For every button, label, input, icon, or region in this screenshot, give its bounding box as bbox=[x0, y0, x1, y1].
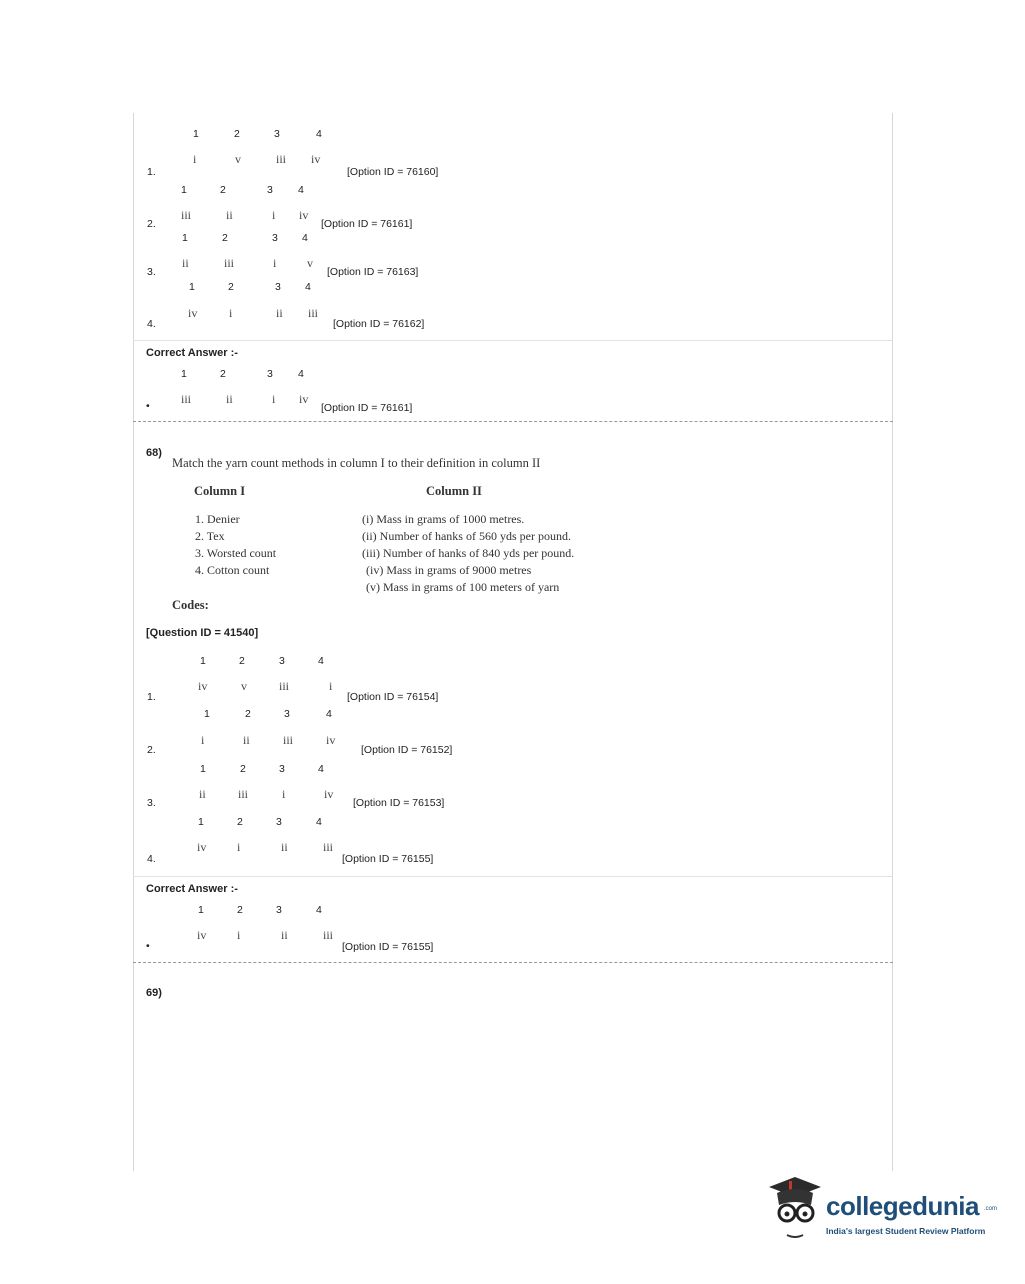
code-cell: v bbox=[241, 679, 247, 693]
option-id: [Option ID = 76152] bbox=[361, 744, 453, 756]
code-cell: iv bbox=[299, 392, 309, 406]
header-num: 1 bbox=[204, 708, 210, 720]
code-cell: iii bbox=[224, 256, 235, 270]
code-cell: iii bbox=[283, 733, 294, 747]
header-num: 2 bbox=[222, 232, 228, 244]
code-cell: iii bbox=[276, 152, 287, 166]
code-cell: iv bbox=[324, 787, 334, 801]
code-cell: ii bbox=[226, 392, 233, 406]
logo-tagline: India's largest Student Review Platform bbox=[826, 1226, 986, 1236]
correct-answer-label: Correct Answer :- bbox=[146, 883, 238, 895]
code-cell: v bbox=[307, 256, 313, 270]
code-cell: iii bbox=[323, 928, 334, 942]
column-2-item: (v) Mass in grams of 100 meters of yarn bbox=[366, 580, 560, 594]
column-1-item: 3. Worsted count bbox=[195, 546, 277, 560]
question-text: Match the yarn count methods in column I to their definition in column II bbox=[172, 456, 541, 470]
option-id: [Option ID = 76161] bbox=[321, 402, 413, 414]
header-num: 2 bbox=[245, 708, 251, 720]
code-cell: i bbox=[282, 787, 286, 801]
header-num: 2 bbox=[237, 904, 243, 916]
code-cell: ii bbox=[276, 306, 283, 320]
header-num: 2 bbox=[239, 655, 245, 667]
column-2-item: (i) Mass in grams of 1000 metres. bbox=[362, 512, 525, 526]
header-num: 3 bbox=[274, 128, 280, 140]
header-num: 1 bbox=[198, 904, 204, 916]
header-num: 2 bbox=[228, 281, 234, 293]
option-id: [Option ID = 76162] bbox=[333, 318, 425, 330]
code-cell: iv bbox=[197, 928, 207, 942]
question-separator bbox=[133, 962, 893, 963]
header-num: 1 bbox=[200, 655, 206, 667]
logo-wordmark: collegedunia bbox=[826, 1191, 979, 1221]
code-cell: i bbox=[329, 679, 333, 693]
column-2-item: (ii) Number of hanks of 560 yds per pound. bbox=[362, 529, 571, 543]
answer-bullet: • bbox=[146, 400, 150, 412]
mascot-icon bbox=[765, 1175, 825, 1247]
code-cell: ii bbox=[226, 208, 233, 222]
code-cell: i bbox=[237, 928, 241, 942]
header-num: 1 bbox=[181, 184, 187, 196]
codes-label: Codes: bbox=[172, 598, 209, 612]
code-cell: iv bbox=[299, 208, 309, 222]
option-id: [Option ID = 76155] bbox=[342, 941, 434, 953]
column-1-header: Column I bbox=[194, 484, 246, 498]
code-cell: i bbox=[237, 840, 241, 854]
header-num: 4 bbox=[302, 232, 308, 244]
option-id: [Option ID = 76163] bbox=[327, 266, 419, 278]
question-number: 68) bbox=[146, 447, 162, 459]
option-number: 3. bbox=[147, 266, 156, 278]
header-num: 4 bbox=[316, 904, 322, 916]
header-num: 4 bbox=[298, 368, 304, 380]
divider bbox=[133, 340, 893, 341]
header-num: 1 bbox=[200, 763, 206, 775]
header-num: 4 bbox=[305, 281, 311, 293]
divider bbox=[133, 876, 893, 877]
code-cell: i bbox=[201, 733, 205, 747]
code-cell: iii bbox=[308, 306, 319, 320]
column-1-item: 2. Tex bbox=[195, 529, 225, 543]
header-num: 3 bbox=[275, 281, 281, 293]
question-id: [Question ID = 41540] bbox=[146, 627, 259, 639]
code-cell: ii bbox=[182, 256, 189, 270]
column-2-item: (iii) Number of hanks of 840 yds per pound. bbox=[362, 546, 575, 560]
header-num: 1 bbox=[189, 281, 195, 293]
correct-answer-label: Correct Answer :- bbox=[146, 347, 238, 359]
collegedunia-logo bbox=[765, 1175, 998, 1250]
column-2-list bbox=[362, 511, 574, 596]
logo-domain: .com bbox=[984, 1206, 998, 1212]
option-number: 3. bbox=[147, 797, 156, 809]
column-2-header: Column II bbox=[426, 484, 482, 498]
header-num: 3 bbox=[272, 232, 278, 244]
header-num: 2 bbox=[220, 368, 226, 380]
question-number: 69) bbox=[146, 987, 162, 999]
option-number: 1. bbox=[147, 166, 156, 178]
option-number: 2. bbox=[147, 744, 156, 756]
header-num: 3 bbox=[284, 708, 290, 720]
header-num: 3 bbox=[279, 763, 285, 775]
code-cell: i bbox=[272, 392, 276, 406]
option-number: 1. bbox=[147, 691, 156, 703]
code-cell: iv bbox=[311, 152, 321, 166]
header-num: 1 bbox=[198, 816, 204, 828]
option-id: [Option ID = 76154] bbox=[347, 691, 439, 703]
header-num: 2 bbox=[237, 816, 243, 828]
code-cell: ii bbox=[243, 733, 250, 747]
code-cell: i bbox=[272, 208, 276, 222]
code-cell: iv bbox=[326, 733, 336, 747]
header-num: 4 bbox=[318, 655, 324, 667]
option-number: 4. bbox=[147, 853, 156, 865]
code-cell: iv bbox=[188, 306, 198, 320]
code-cell: iv bbox=[197, 840, 207, 854]
code-cell: i bbox=[273, 256, 277, 270]
column-1-list bbox=[195, 511, 276, 579]
answer-bullet: • bbox=[146, 940, 150, 952]
header-num: 1 bbox=[182, 232, 188, 244]
header-num: 2 bbox=[220, 184, 226, 196]
code-cell: i bbox=[193, 152, 197, 166]
header-num: 4 bbox=[316, 816, 322, 828]
option-number: 4. bbox=[147, 318, 156, 330]
header-num: 3 bbox=[276, 816, 282, 828]
option-number: 2. bbox=[147, 218, 156, 230]
left-margin-line bbox=[133, 113, 134, 1171]
code-cell: iii bbox=[323, 840, 334, 854]
header-num: 3 bbox=[276, 904, 282, 916]
option-id: [Option ID = 76155] bbox=[342, 853, 434, 865]
column-1-item: 1. Denier bbox=[195, 512, 240, 526]
code-cell: iv bbox=[198, 679, 208, 693]
code-cell: i bbox=[229, 306, 233, 320]
option-id: [Option ID = 76153] bbox=[353, 797, 445, 809]
option-id: [Option ID = 76161] bbox=[321, 218, 413, 230]
code-cell: ii bbox=[281, 928, 288, 942]
header-num: 4 bbox=[298, 184, 304, 196]
column-2-item: (iv) Mass in grams of 9000 metres bbox=[366, 563, 532, 577]
code-cell: v bbox=[235, 152, 241, 166]
question-separator bbox=[133, 421, 893, 422]
code-cell: iii bbox=[238, 787, 249, 801]
header-num: 4 bbox=[316, 128, 322, 140]
column-1-item: 4. Cotton count bbox=[195, 563, 270, 577]
header-num: 4 bbox=[326, 708, 332, 720]
header-num: 3 bbox=[279, 655, 285, 667]
header-num: 1 bbox=[181, 368, 187, 380]
code-cell: ii bbox=[281, 840, 288, 854]
header-num: 1 bbox=[193, 128, 199, 140]
header-num: 4 bbox=[318, 763, 324, 775]
header-num: 3 bbox=[267, 368, 273, 380]
code-cell: ii bbox=[199, 787, 206, 801]
header-num: 3 bbox=[267, 184, 273, 196]
option-id: [Option ID = 76160] bbox=[347, 166, 439, 178]
header-num: 2 bbox=[240, 763, 246, 775]
code-cell: iii bbox=[279, 679, 290, 693]
header-num: 2 bbox=[234, 128, 240, 140]
code-cell: iii bbox=[181, 208, 192, 222]
code-cell: iii bbox=[181, 392, 192, 406]
right-margin-line bbox=[892, 113, 893, 1171]
